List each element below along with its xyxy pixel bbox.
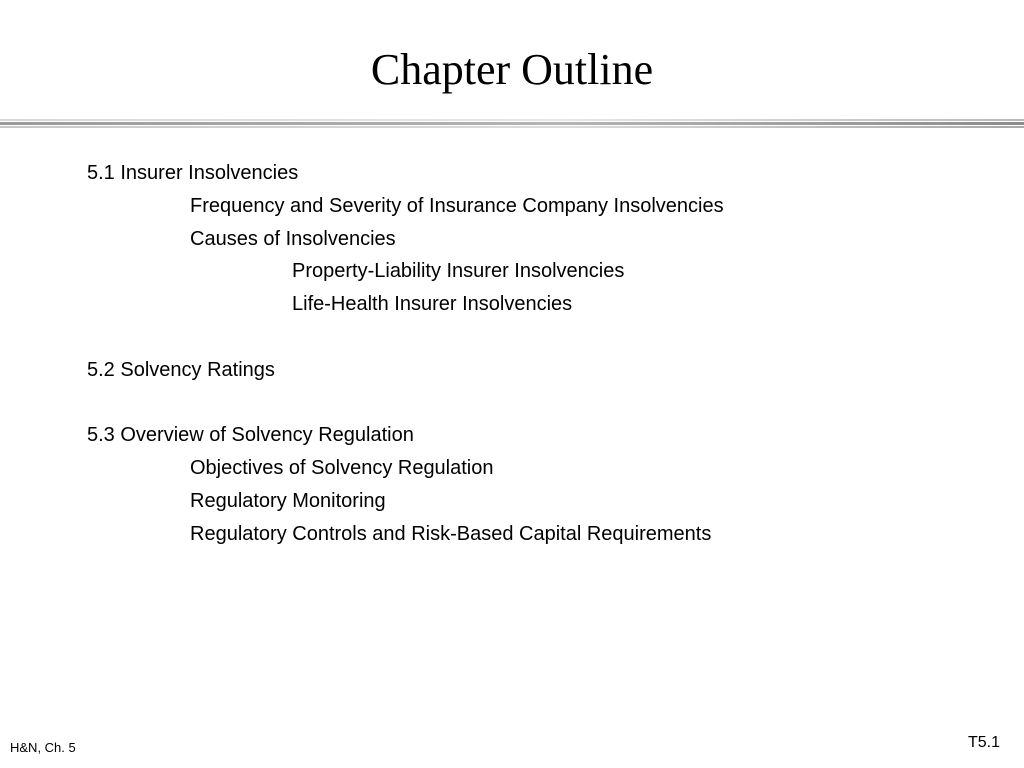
title-divider-band-bottom (0, 126, 1024, 128)
title-divider-band-middle (0, 122, 1024, 125)
slide-title: Chapter Outline (370, 45, 654, 94)
outline-item-causes: Causes of Insolvencies (190, 227, 396, 250)
outline-item-solvency-regulation: 5.3 Overview of Solvency Regulation (87, 424, 414, 447)
outline-item-controls-rbc: Regulatory Controls and Risk-Based Capital Requirements (190, 522, 712, 545)
outline-item-objectives: Objectives of Solvency Regulation (190, 457, 494, 480)
outline-item-life-health: Life-Health Insurer Insolvencies (292, 293, 573, 316)
footer-slide-number: T5.1 (967, 734, 1000, 751)
footer-source: H&N, Ch. 5 (10, 740, 76, 755)
outline-item-insurer-insolvencies: 5.1 Insurer Insolvencies (87, 162, 299, 184)
outline-item-monitoring: Regulatory Monitoring (190, 489, 386, 512)
outline-spacer (0, 387, 1024, 420)
outline-spacer (0, 321, 1024, 354)
outline-item-frequency-severity: Frequency and Severity of Insurance Company Insolvencies (190, 194, 724, 217)
chapter-outline-list (0, 157, 1024, 551)
title-divider (0, 119, 1024, 129)
outline-item-solvency-ratings: 5.2 Solvency Ratings (87, 358, 275, 381)
title-divider-band-top (0, 119, 1024, 121)
outline-item-property-liability: Property-Liability Insurer Insolvencies (292, 260, 625, 283)
